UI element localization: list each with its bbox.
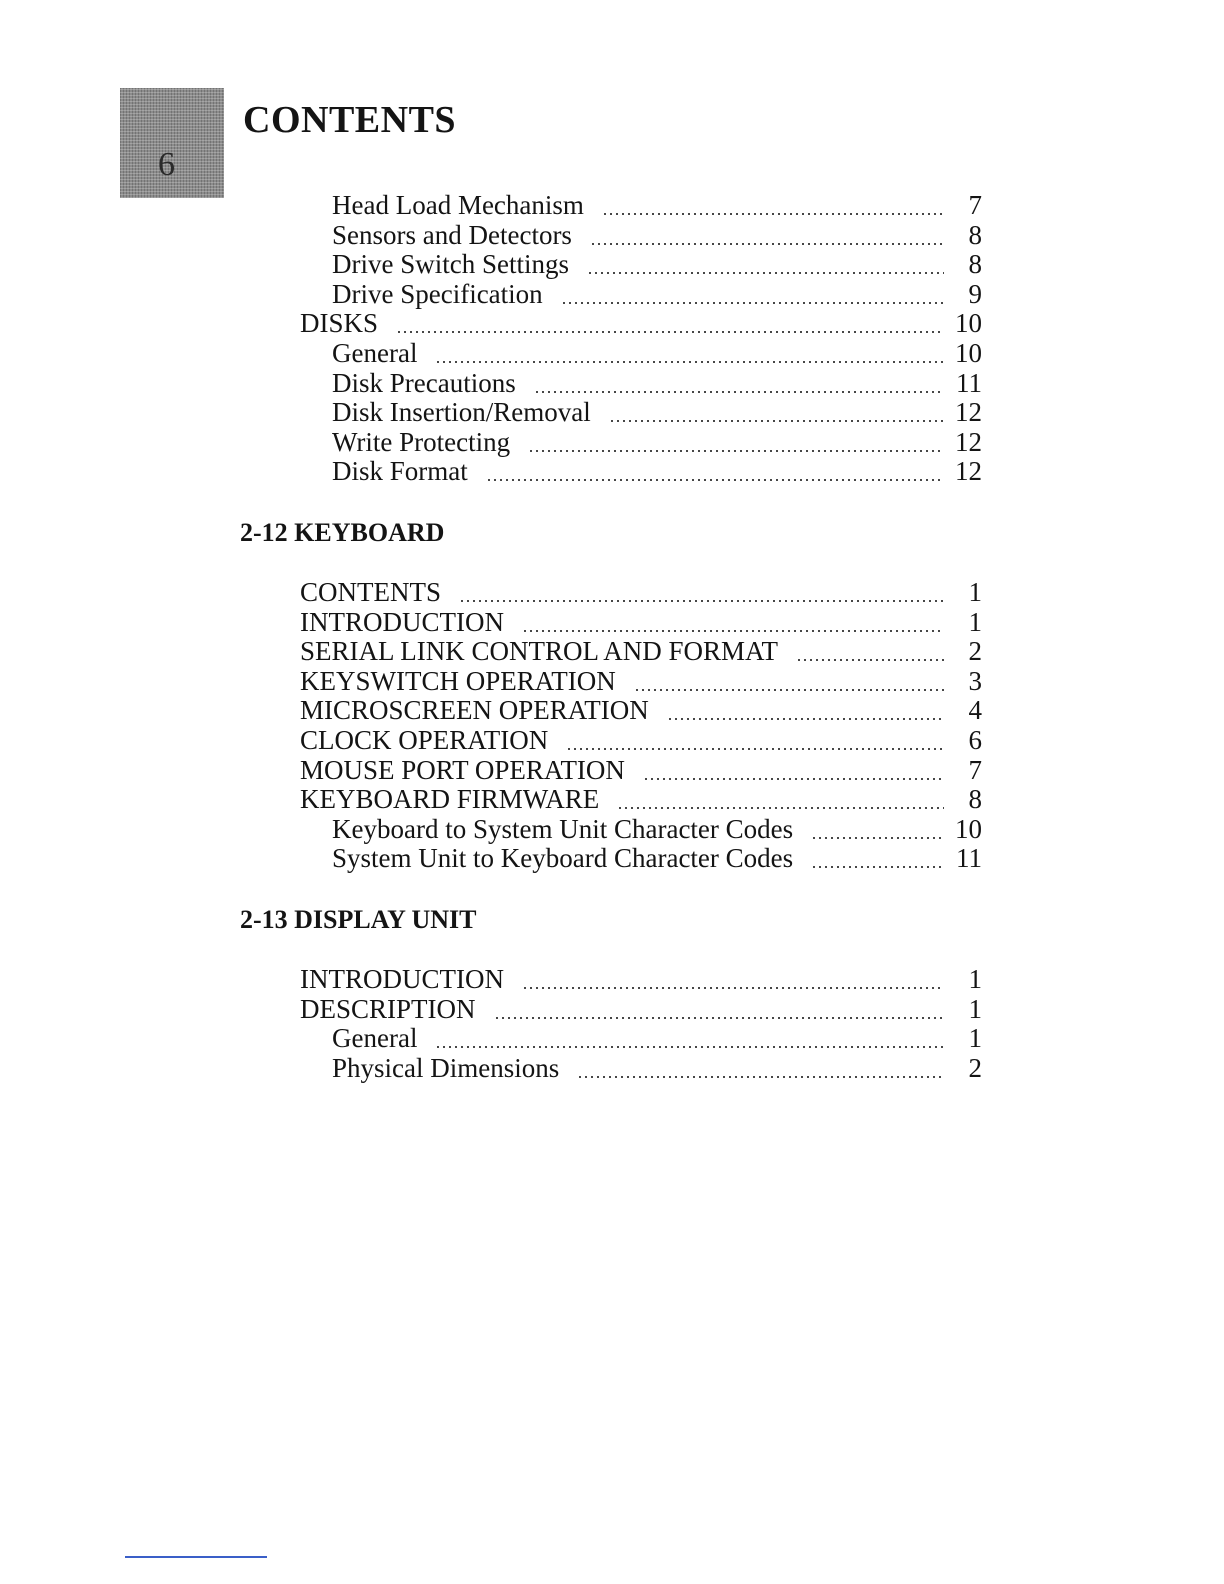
toc-entry-page: 1	[968, 606, 982, 637]
toc-entry-page: 1	[968, 993, 982, 1024]
toc-entry	[300, 725, 982, 755]
toc-entry-title: Disk Precautions	[332, 367, 516, 398]
toc-entry-page: 12	[955, 456, 982, 487]
toc-entry-title: SERIAL LINK CONTROL AND FORMAT	[300, 636, 779, 667]
toc-entry-page: 10	[955, 308, 982, 339]
toc-entry-page: 6	[968, 725, 982, 755]
toc-entry-title: Disk Format	[332, 456, 468, 487]
toc-entry-page: 8	[968, 219, 982, 250]
dot-leader	[811, 843, 944, 873]
toc-entry	[332, 427, 982, 457]
toc-entry-title: Physical Dimensions	[332, 1052, 560, 1083]
toc-entry-page: 10	[955, 338, 982, 368]
toc-entry-title: Sensors and Detectors	[332, 219, 572, 250]
toc-entry-title: Write Protecting	[332, 426, 511, 457]
toc-entry-page: 8	[968, 249, 982, 280]
dot-leader	[459, 577, 944, 607]
toc-entry-page: 2	[968, 636, 982, 667]
page-title: CONTENTS	[243, 99, 457, 141]
dot-leader	[528, 427, 944, 457]
toc-entry-title: CLOCK OPERATION	[300, 725, 549, 755]
toc-entry-page: 10	[955, 813, 982, 844]
toc-entry-page: 8	[968, 784, 982, 815]
toc-entry	[332, 220, 982, 250]
toc-entry-title: DESCRIPTION	[300, 993, 476, 1024]
toc-entry-title: Disk Insertion/Removal	[332, 397, 591, 428]
chapter-tab-number: 6	[158, 146, 175, 183]
toc-entry-page: 2	[968, 1052, 982, 1083]
toc-entry-page: 7	[968, 190, 982, 220]
toc-entry	[300, 666, 982, 696]
toc-entry-title: MOUSE PORT OPERATION	[300, 754, 625, 785]
toc-entry	[332, 1023, 982, 1053]
dot-leader	[667, 695, 944, 725]
dot-leader	[811, 814, 944, 844]
dot-leader	[796, 636, 944, 666]
dot-leader	[590, 220, 944, 250]
dot-leader	[643, 755, 944, 785]
toc-entry	[300, 695, 982, 725]
toc-entry-title: INTRODUCTION	[300, 964, 504, 994]
toc-entry	[332, 1053, 982, 1083]
scan-edge-mark	[125, 1556, 267, 1558]
toc-entry	[300, 636, 982, 666]
dot-leader	[522, 607, 944, 637]
dot-leader	[561, 279, 944, 309]
dot-leader	[534, 368, 944, 398]
dot-leader	[577, 1053, 944, 1083]
toc-entry-title: General	[332, 338, 418, 368]
toc-entry-page: 1	[968, 964, 982, 994]
toc-entry-title: General	[332, 1023, 418, 1054]
toc-entry-page: 12	[955, 426, 982, 457]
toc-entry-title: CONTENTS	[300, 577, 441, 607]
toc-entry-title: KEYBOARD FIRMWARE	[300, 784, 600, 815]
toc-entry	[332, 249, 982, 279]
toc-entry-page: 1	[968, 1023, 982, 1054]
toc-entry-title: DISKS	[300, 308, 379, 339]
dot-leader	[634, 666, 944, 696]
toc-entry-page: 11	[956, 367, 982, 398]
toc-entry-page: 1	[968, 577, 982, 607]
toc-entry-title: Head Load Mechanism	[332, 190, 584, 220]
toc-entry	[300, 994, 982, 1024]
toc-entry-page: 12	[955, 397, 982, 428]
section-heading: 2-12 KEYBOARD	[240, 518, 445, 547]
toc-entry	[332, 397, 982, 427]
dot-leader	[587, 249, 944, 279]
dot-leader	[435, 338, 944, 368]
dot-leader	[522, 964, 944, 994]
toc-entry-title: Keyboard to System Unit Character Codes	[332, 813, 794, 844]
section-heading: 2-13 DISPLAY UNIT	[240, 905, 477, 934]
dot-leader	[435, 1023, 944, 1053]
toc-entry	[332, 368, 982, 398]
toc-entry	[332, 190, 982, 220]
toc-entry-title: MICROSCREEN OPERATION	[300, 695, 649, 726]
toc-entry-page: 3	[968, 665, 982, 696]
dot-leader	[609, 397, 944, 427]
toc-entry	[300, 308, 982, 338]
toc-entry	[300, 577, 982, 607]
dot-leader	[396, 308, 944, 338]
toc-entry	[332, 843, 982, 873]
dot-leader	[617, 784, 944, 814]
toc-entry-page: 11	[956, 843, 982, 874]
dot-leader	[566, 725, 944, 755]
dot-leader	[494, 994, 944, 1024]
toc-entry	[300, 755, 982, 785]
toc-entry-page: 4	[968, 695, 982, 726]
chapter-tab	[120, 88, 224, 198]
toc-entry	[332, 456, 982, 486]
toc-entry-title: Drive Switch Settings	[332, 249, 569, 280]
dot-leader	[602, 190, 944, 220]
toc-entry	[300, 964, 982, 994]
toc-entry-page: 7	[968, 754, 982, 785]
toc-entry	[332, 814, 982, 844]
toc-entry-title: INTRODUCTION	[300, 606, 504, 637]
toc-entry	[300, 784, 982, 814]
toc-entry-title: System Unit to Keyboard Character Codes	[332, 843, 794, 874]
dot-leader	[486, 456, 944, 486]
toc-entry	[332, 338, 982, 368]
toc-entry	[332, 279, 982, 309]
toc-entry-page: 9	[968, 278, 982, 309]
toc-entry	[300, 607, 982, 637]
toc-entry-title: KEYSWITCH OPERATION	[300, 665, 616, 696]
toc-entry-title: Drive Specification	[332, 278, 543, 309]
